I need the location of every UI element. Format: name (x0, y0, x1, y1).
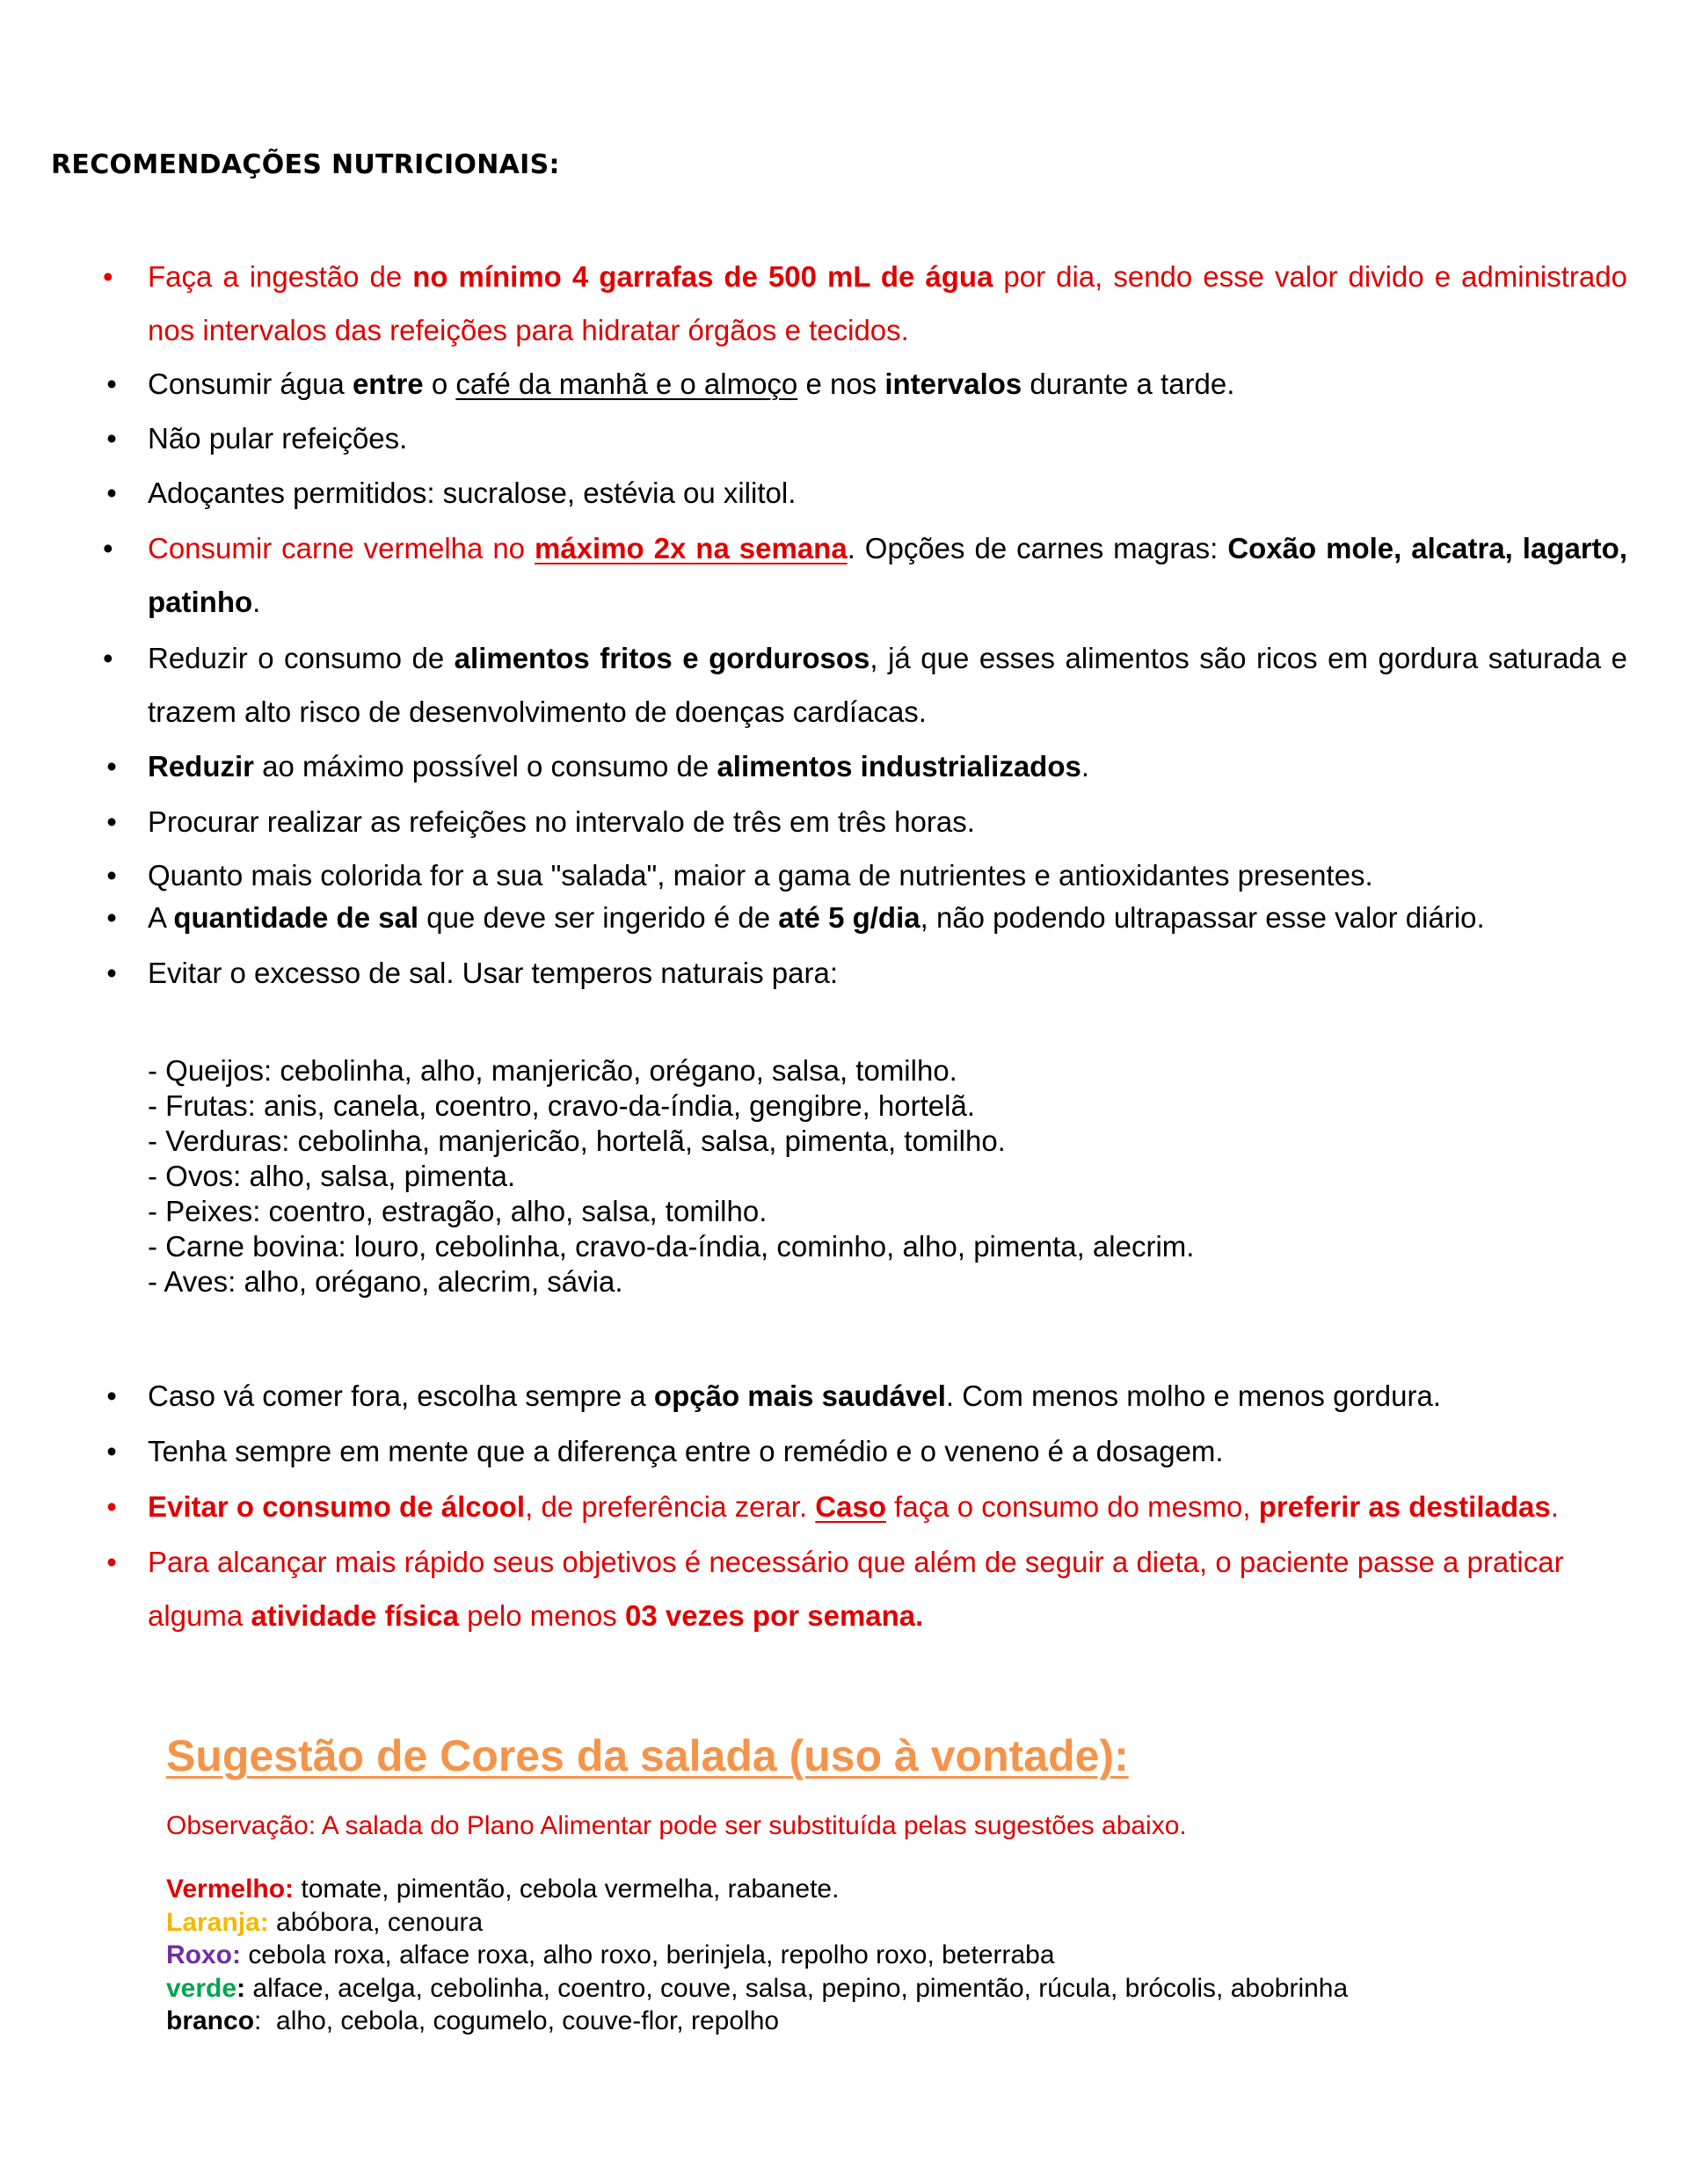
list-item-fried-foods: • Reduzir o consumo de alimentos fritos e gordurosos, já que esses alimentos são ricos em gordura saturada e trazem alto risco de desenvolvimento de doenças cardíacas. (148, 631, 1627, 739)
bullet-icon: • (106, 805, 117, 838)
bullet-icon: • (103, 260, 113, 293)
bullet-icon: • (106, 957, 117, 989)
bullet-icon: • (106, 859, 117, 892)
salad-row-vermelho: Vermelho: tomate, pimentão, cebola vermelha, rabanete. (166, 1875, 840, 1904)
list-item-alcohol: • Evitar o consumo de álcool, de preferência zerar. Caso faça o consumo do mesmo, preferir as destiladas. (148, 1480, 1627, 1533)
salad-observation: Observação: A salada do Plano Alimentar pode ser substituída pelas sugestões abaixo. (166, 1811, 1187, 1840)
list-item-dosage: • Tenha sempre em mente que a diferença entre o remédio e o veneno é a dosagem. (148, 1424, 1627, 1478)
list-item-salt-amount: • A quantidade de sal que deve ser ingerido é de até 5 g/dia, não podendo ultrapassar esse valor diário. (148, 898, 1627, 938)
color-label-laranja: Laranja: (166, 1907, 269, 1937)
list-item-water-intake: • Faça a ingestão de no mínimo 4 garrafas de 500 mL de água por dia, sendo esse valor divido e administrado nos intervalos das refeições para hidratar órgãos e tecidos. (148, 250, 1627, 357)
bullet-icon: • (106, 368, 117, 400)
seasoning-cheese: - Queijos: cebolinha, alho, manjericão, orégano, salsa, tomilho. (148, 1054, 957, 1087)
seasoning-poultry: - Aves: alho, orégano, alecrim, sávia. (148, 1265, 623, 1298)
salad-row-verde: verde: alface, acelga, cebolinha, coentro, couve, salsa, pepino, pimentão, rúcula, brócolis, abobrinha (166, 1973, 1349, 2003)
bullet-icon: • (106, 1546, 117, 1578)
salad-colors-title: Sugestão de Cores da salada (uso à vontade): (166, 1731, 1129, 1780)
color-label-verde: verde (166, 1973, 237, 2003)
bullet-icon: • (106, 422, 117, 455)
salad-row-roxo: Roxo: cebola roxa, alface roxa, alho roxo, berinjela, repolho roxo, beterraba (166, 1940, 1055, 1969)
bullet-icon: • (106, 1490, 117, 1523)
seasoning-beef: - Carne bovina: louro, cebolinha, cravo-da-índia, cominho, alho, pimenta, alecrim. (148, 1230, 1195, 1263)
list-item-red-meat: • Consumir carne vermelha no máximo 2x na semana. Opções de carnes magras: Coxão mole, alcatra, lagarto, patinho. (148, 521, 1627, 629)
color-label-roxo: Roxo: (166, 1940, 241, 1969)
list-item-physical-activity: • Para alcançar mais rápido seus objetivos é necessário que além de seguir a dieta, o paciente passe a praticar alguma atividade física pelo menos 03 vezes por semana. (148, 1535, 1627, 1642)
bullet-icon: • (106, 477, 117, 509)
list-item-industrialized-foods: • Reduzir ao máximo possível o consumo de alimentos industrializados. (148, 739, 1627, 793)
bullet-icon: • (106, 750, 117, 783)
list-item-meal-interval: • Procurar realizar as refeições no intervalo de três em três horas. (148, 795, 1627, 848)
seasoning-fish: - Peixes: coentro, estragão, alho, salsa, tomilho. (148, 1195, 768, 1227)
bullet-icon: • (106, 1380, 117, 1412)
list-item-colorful-salad: • Quanto mais colorida for a sua "salada", maior a gama de nutrientes e antioxidantes presentes. (148, 855, 1627, 896)
bullet-icon: • (106, 901, 117, 934)
seasoning-vegetables: - Verduras: cebolinha, manjericão, hortelã, salsa, pimenta, tomilho. (148, 1125, 1006, 1157)
salad-row-branco: branco: alho, cebola, cogumelo, couve-flor, repolho (166, 2006, 780, 2035)
color-label-vermelho: Vermelho: (166, 1875, 295, 1904)
list-item-no-skip-meals: • Não pular refeições. (148, 411, 1627, 465)
bullet-icon: • (103, 532, 113, 564)
list-item-sweeteners: • Adoçantes permitidos: sucralose, estévia ou xilitol. (148, 466, 1627, 520)
page-title: RECOMENDAÇÕES NUTRICIONAIS: (51, 149, 560, 180)
seasoning-list (148, 1053, 1194, 1299)
list-item-avoid-salt: • Evitar o excesso de sal. Usar temperos naturais para: (148, 946, 1627, 1000)
seasoning-eggs: - Ovos: alho, salsa, pimenta. (148, 1160, 516, 1192)
bullet-icon: • (103, 642, 113, 674)
list-item-eating-out: • Caso vá comer fora, escolha sempre a opção mais saudável. Com menos molho e menos gordura. (148, 1369, 1627, 1423)
salad-colors-list (166, 1873, 1348, 2038)
bullet-icon: • (106, 1435, 117, 1467)
salad-row-laranja: Laranja: abóbora, cenoura (166, 1907, 484, 1937)
list-item-water-timing: • Consumir água entre o café da manhã e o almoço e nos intervalos durante a tarde. (148, 357, 1627, 411)
color-label-branco: branco (166, 2006, 255, 2035)
seasoning-fruits: - Frutas: anis, canela, coentro, cravo-da-índia, gengibre, hortelã. (148, 1089, 975, 1122)
